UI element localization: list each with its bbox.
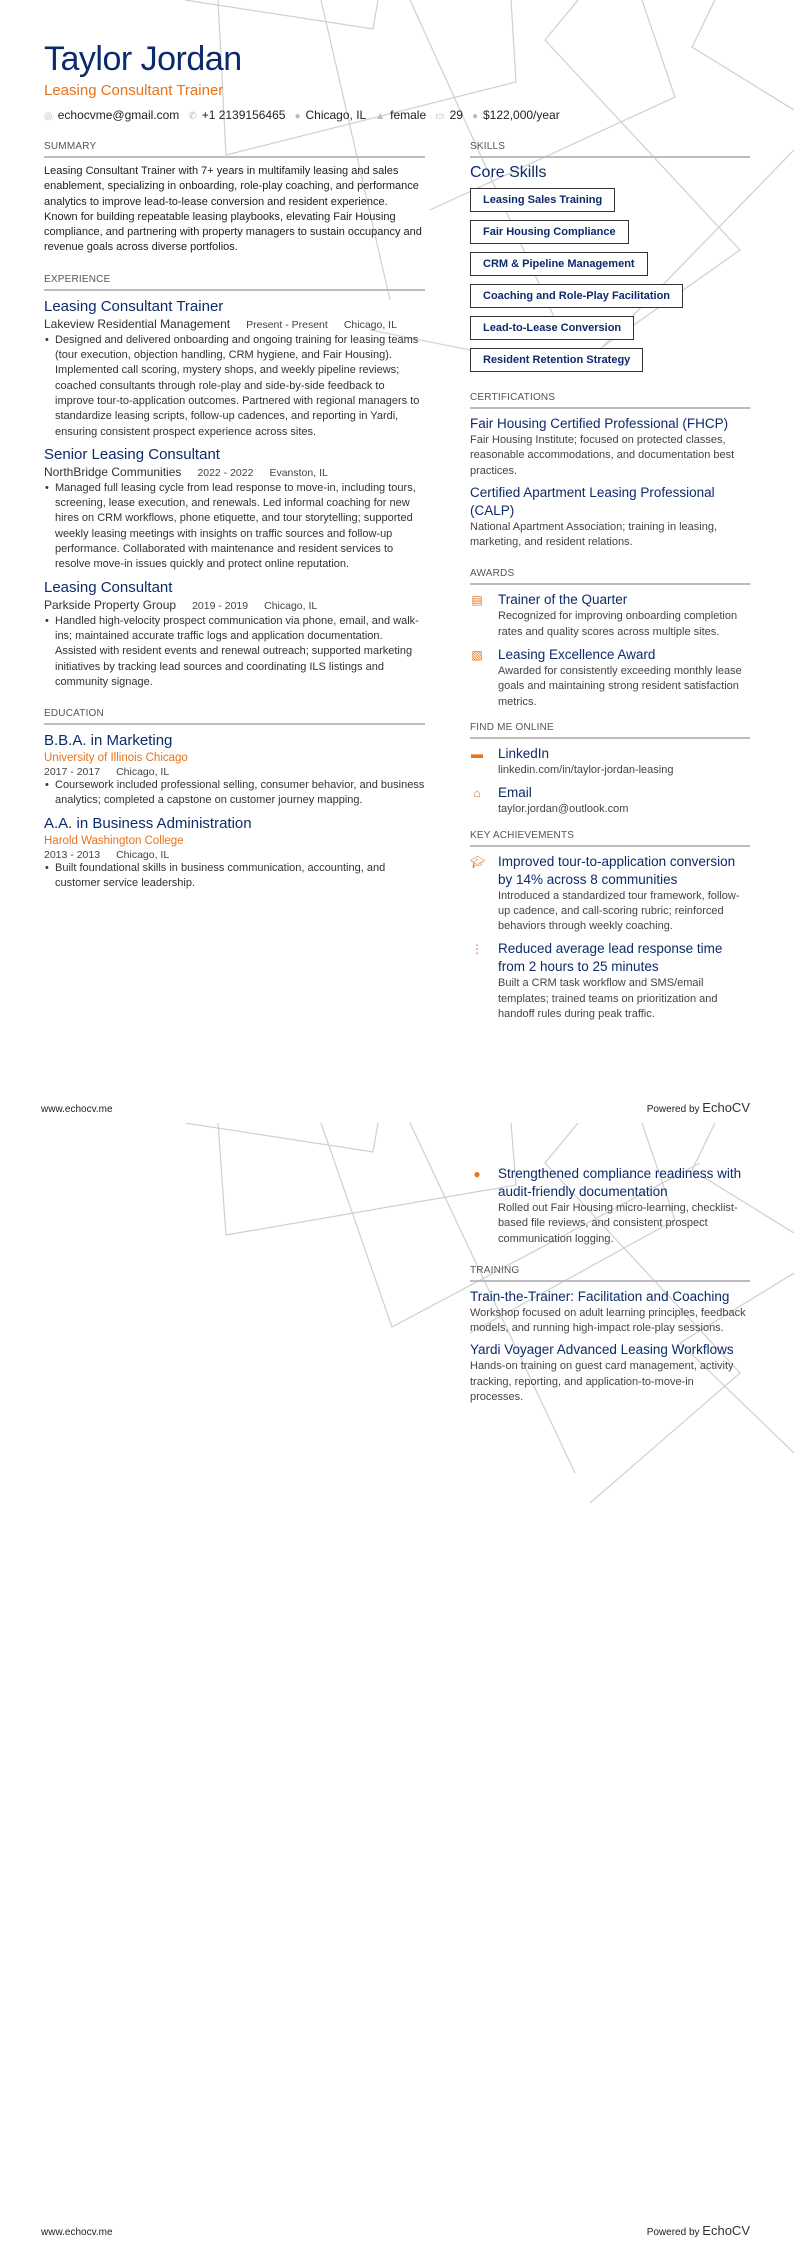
experience-item — [44, 578, 425, 690]
skill-chip: CRM & Pipeline Management — [470, 252, 648, 276]
award-desc: Recognized for improving onboarding completion rates and quality scores across multiple sites. — [498, 610, 738, 638]
education-section — [44, 708, 425, 891]
bullet: • Handled high-velocity prospect communication via phone, email, and walk-ins; maintained accurate traffic logs and application documentation. Assisted with resident events and renewal outreach; supported marketing initiatives by tracking lead sources and coordinating ILS listings and community signage. — [44, 614, 425, 690]
section-heading: SUMMARY — [44, 141, 425, 158]
summary-paragraph: Leasing Consultant Trainer with 7+ years in multifamily leasing and sales enablement, specializing in onboarding, role-play coaching, and performance analytics to improve lead-to-lease conversion and resident experience. — [44, 165, 419, 208]
candidate-title: Leasing Consultant Trainer — [44, 82, 224, 99]
bullet: • Built foundational skills in business communication, accounting, and customer service leadership. — [44, 861, 425, 892]
bank-icon: ⌂ — [473, 786, 481, 801]
at-icon: ◎ — [44, 111, 53, 122]
footer-site[interactable]: www.echocv.me — [41, 1104, 113, 1115]
training-title: Yardi Voyager Advanced Leasing Workflows — [470, 1342, 734, 1358]
right-column — [470, 141, 750, 1028]
dates: 2017 - 2017 — [44, 766, 101, 779]
bullet: • Coursework included professional selling, consumer behavior, and business analytics; completed a capstone on customer journey mapping. — [44, 778, 425, 809]
education-item — [44, 814, 425, 892]
contact-row — [44, 108, 560, 122]
degree: B.B.A. in Marketing — [44, 732, 173, 750]
company: NorthBridge Communities — [44, 464, 182, 479]
section-heading: AWARDS — [470, 568, 750, 585]
achievement-desc: Rolled out Fair Housing micro-learning, checklist-based file reviews, and consistent prospect communication logging. — [498, 1202, 738, 1245]
achievement-item — [470, 1165, 750, 1247]
job-title: Leasing Consultant — [44, 578, 173, 596]
certifications-section — [470, 392, 750, 550]
person-icon: ▲ — [375, 111, 386, 122]
achievement-title: Improved tour-to-application conversion by 14% across 8 communities — [498, 853, 736, 887]
location-icon: ● — [294, 111, 301, 122]
left-column — [44, 141, 425, 891]
awards-section — [470, 568, 750, 709]
award-item — [470, 646, 750, 710]
experience-item — [44, 445, 425, 573]
job-title: Leasing Consultant Trainer — [44, 297, 224, 315]
achievement-desc: Built a CRM task workflow and SMS/email templates; trained teams on prioritization and handoff rules during peak traffic. — [498, 977, 718, 1021]
online-item — [470, 784, 750, 817]
award-desc: Awarded for consistently exceeding monthly lease goals and maintaining strong resident satisfaction metrics. — [498, 665, 742, 708]
contact-phone: ✆ +1 2139156465 — [188, 108, 286, 122]
graduation-cap-icon: 🎓︎ — [470, 854, 486, 869]
section-heading: EXPERIENCE — [44, 274, 425, 291]
online-item — [470, 745, 750, 778]
skills-section — [470, 141, 750, 380]
degree: A.A. in Business Administration — [44, 814, 252, 832]
section-heading: CERTIFICATIONS — [470, 392, 750, 409]
contact-age: ▭ 29 — [435, 108, 463, 122]
contact-location: ● Chicago, IL — [294, 108, 367, 122]
training-section — [470, 1265, 750, 1405]
experience-section — [44, 274, 425, 690]
skills-group-title: Core Skills — [470, 164, 547, 181]
footer-site[interactable]: www.echocv.me — [41, 2227, 113, 2238]
online-title: LinkedIn — [498, 745, 550, 761]
summary-paragraph: Known for building repeatable leasing playbooks, elevating Fair Housing compliance, and partnering with property managers to sustain occupancy and revenue goals across diverse portfolios. — [44, 210, 422, 254]
money-icon: ● — [471, 111, 478, 122]
section-heading: TRAINING — [470, 1265, 750, 1282]
skill-chip: Coaching and Role-Play Facilitation — [470, 284, 683, 308]
award-item — [470, 591, 750, 640]
online-section — [470, 722, 750, 818]
more-circle-icon: ● — [473, 1167, 481, 1181]
summary-section — [44, 141, 425, 256]
training-desc: Hands-on training on guest card management, activity tracking, reporting, and application-to-move-in processes. — [470, 1360, 734, 1404]
vertical-dots-icon: ⋮ — [471, 942, 483, 957]
job-title: Senior Leasing Consultant — [44, 445, 220, 463]
school: Harold Washington College — [44, 834, 184, 847]
achievement-title: Reduced average lead response time from 2 hours to 25 minutes — [498, 941, 723, 975]
achievement-title: Strengthened compliance readiness with audit-friendly documentation — [498, 1166, 742, 1199]
footer-powered: Powered by EchoCV — [646, 1100, 750, 1115]
cert-title: Certified Apartment Leasing Professional (CALP) — [470, 484, 715, 518]
dates: 2013 - 2013 — [44, 848, 101, 861]
section-heading: SKILLS — [470, 141, 750, 158]
company: Lakeview Residential Management — [44, 316, 231, 331]
calendar-icon: ▭ — [435, 111, 445, 122]
candidate-name: Taylor Jordan — [44, 40, 242, 78]
experience-item — [44, 297, 425, 440]
award-title: Trainer of the Quarter — [498, 592, 628, 608]
brand-logo: EchoCV — [702, 2223, 750, 2238]
page-2 — [0, 1123, 794, 2246]
cert-title: Fair Housing Certified Professional (FHCP) — [470, 416, 729, 431]
dates: Present - Present — [246, 318, 328, 331]
bullet: • Managed full leasing cycle from lead response to move-in, including tours, screening, lease execution, and renewals. Led informal coaching for new hires on CRM workflows, phone etiquette, and tour storytelling; supported weekly leasing meetings with insights on traffic sources and follow-up performance. Collaborated with maintenance and resident services to resolve move-in issues quickly and protect online reputation. — [44, 481, 425, 573]
achievement-item — [470, 853, 750, 935]
company: Parkside Property Group — [44, 597, 177, 612]
location: Evanston, IL — [269, 466, 328, 479]
skill-chip: Leasing Sales Training — [470, 188, 615, 212]
achievements-section — [470, 830, 750, 1023]
location: Chicago, IL — [116, 766, 170, 779]
location: Chicago, IL — [116, 848, 170, 861]
section-heading: FIND ME ONLINE — [470, 722, 750, 739]
contact-salary: ● $122,000/year — [471, 108, 560, 122]
footer-powered: Powered by EchoCV — [646, 2223, 750, 2238]
chat-icon: ▬ — [471, 746, 483, 761]
skill-chip: Fair Housing Compliance — [470, 220, 629, 244]
location: Chicago, IL — [343, 318, 397, 331]
section-heading: EDUCATION — [44, 708, 425, 725]
phone-icon: ✆ — [188, 111, 197, 122]
clipboard-icon: ▤ — [471, 593, 483, 608]
achievement-desc: Introduced a standardized tour framework, follow-up cadence, and call-scoring rubric; reinforced behaviors through weekly coaching. — [498, 889, 740, 933]
skill-chip: Resident Retention Strategy — [470, 348, 643, 372]
section-heading: KEY ACHIEVEMENTS — [470, 830, 750, 847]
dates: 2019 - 2019 — [192, 599, 249, 612]
training-desc: Workshop focused on adult learning principles, feedback models, and running high-impact role-play sessions. — [470, 1306, 746, 1335]
education-item — [44, 731, 425, 809]
skill-chip: Lead-to-Lease Conversion — [470, 316, 634, 340]
cert-desc: National Apartment Association; training in leasing, marketing, and resident relations. — [470, 520, 718, 549]
achievement-item — [470, 940, 750, 1022]
brand-logo: EchoCV — [702, 1100, 750, 1115]
document-icon: ▧ — [471, 648, 483, 663]
linkedin-link[interactable]: linkedin.com/in/taylor-jordan-leasing — [498, 763, 674, 776]
cert-desc: Fair Housing Institute; focused on protected classes, reasonable accommodations, and documentation best practices. — [470, 434, 735, 477]
online-title: Email — [498, 785, 532, 801]
location: Chicago, IL — [264, 599, 318, 612]
training-title: Train-the-Trainer: Facilitation and Coaching — [470, 1288, 730, 1304]
award-title: Leasing Excellence Award — [498, 647, 656, 663]
right-column-continued — [470, 1165, 750, 1405]
contact-email: ◎ echocvme@gmail.com — [44, 108, 180, 122]
school: University of Illinois Chicago — [44, 752, 188, 765]
bullet: • Designed and delivered onboarding and ongoing training for leasing teams (tour execution, objection handling, CRM hygiene, and Fair Housing). Implemented call scoring, mystery shops, and weekly pipeline reviews; coached consultants through role-play and side-by-side feedback to improve tour-to-application outcomes. Partnered with regional managers to standardize leasing scripts, follow-up cadences, and reporting in Yardi, ensuring consistent prospect experience across sites. — [44, 333, 425, 440]
dates: 2022 - 2022 — [197, 466, 254, 479]
contact-gender: ▲ female — [375, 108, 427, 122]
email-link[interactable]: taylor.jordan@outlook.com — [498, 803, 629, 816]
